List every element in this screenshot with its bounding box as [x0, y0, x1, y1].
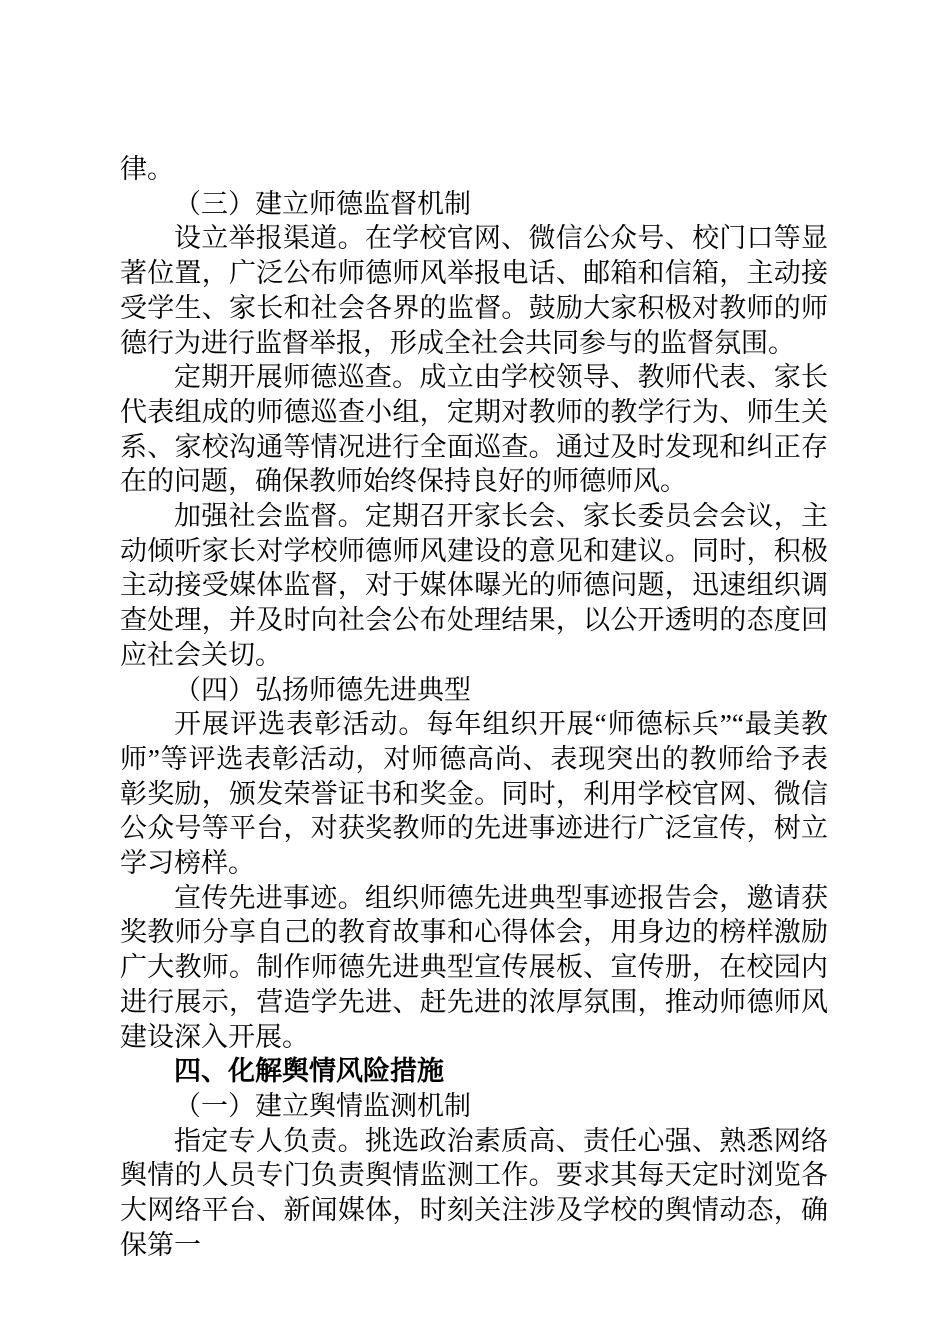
section-heading-level1: 四、化解舆情风险措施: [174, 1056, 444, 1087]
paragraph: 开展评选表彰活动。每年组织开展“师德标兵”“最美教师”等评选表彰活动，对师德高尚、表现突出的教师给予表彰奖励，颁发荣誉证书和奖金。同时，利用学校官网、微信公众号等平台，对获奖教师的先进事迹进行广泛宣传，树立学习榜样。: [120, 709, 828, 879]
section-heading-level2: （一）建立舆情监测机制: [174, 1090, 471, 1121]
paragraph: 定期开展师德巡查。成立由学校领导、教师代表、家长代表组成的师德巡查小组，定期对教师的教学行为、师生关系、家校沟通等情况进行全面巡查。通过及时发现和纠正存在的问题，确保教师始终保持良好的师德师风。: [120, 362, 828, 497]
section-heading-level2: （三）建立师德监督机制: [174, 188, 471, 219]
paragraph: 加强社会监督。定期召开家长会、家长委员会会议，主动倾听家长对学校师德师风建设的意见和建议。同时，积极主动接受媒体监督，对于媒体曝光的师德问题，迅速组织调查处理，并及时向社会公布处理结果，以公开透明的态度回应社会关切。: [120, 501, 828, 670]
paragraph: 设立举报渠道。在学校官网、微信公众号、校门口等显著位置，广泛公布师德师风举报电话、邮箱和信箱，主动接受学生、家长和社会各界的监督。鼓励大家积极对教师的师德行为进行监督举报，形成全社会共同参与的监督氛围。: [120, 223, 828, 358]
paragraph-continuation: 律。: [120, 154, 174, 184]
section-heading-level2: （四）弘扬师德先进典型: [174, 674, 471, 705]
paragraph: 指定专人负责。挑选政治素质高、责任心强、熟悉网络舆情的人员专门负责舆情监测工作。要求其每天定时浏览各大网络平台、新闻媒体，时刻关注涉及学校的舆情动态，确保第一: [120, 1125, 828, 1260]
paragraph: 宣传先进事迹。组织师德先进典型事迹报告会，邀请获奖教师分享自己的教育故事和心得体会，用身边的榜样激励广大教师。制作师德先进典型宣传展板、宣传册，在校园内进行展示，营造学先进、赶先进的浓厚氛围，推动师德师风建设深入开展。: [120, 882, 828, 1052]
document-body: [120, 152, 828, 1263]
